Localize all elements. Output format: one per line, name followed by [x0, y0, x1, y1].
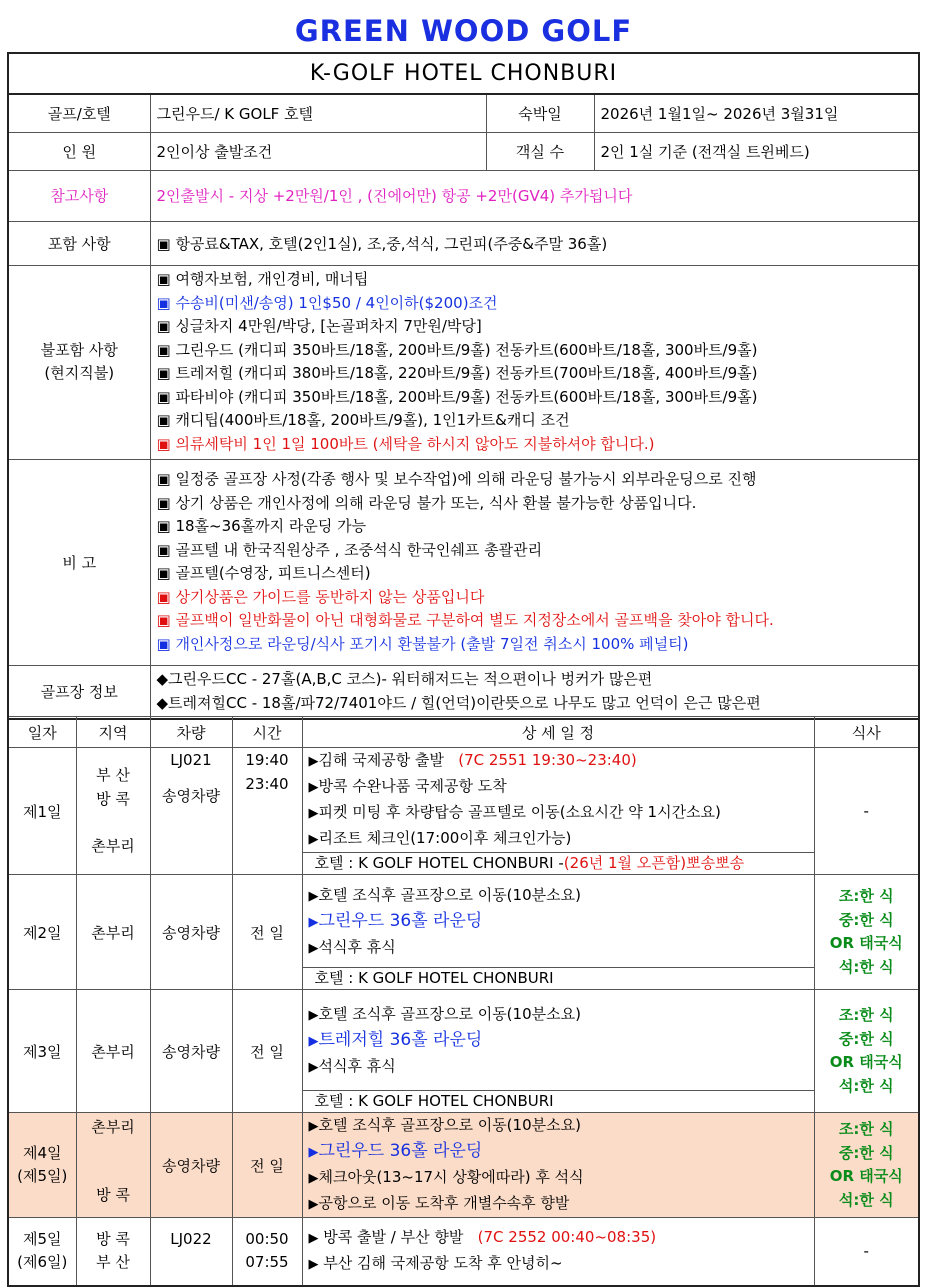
hotel-title: K-GOLF HOTEL CHONBURI [8, 53, 919, 94]
meal: 석:한 식 [838, 957, 894, 976]
vehicle: 송영차량 [150, 990, 232, 1113]
day-label-main: 제4일 [22, 1144, 62, 1162]
region: 방 콕 [96, 1230, 130, 1249]
brand-title: GREEN WOOD GOLF [294, 14, 633, 48]
rooms-value: 2인 1실 기준 (전객실 트윈베드) [594, 132, 919, 170]
remark-item: ▣ 상기 상품은 개인사정에 의해 라운딩 불가 또는, 식사 환불 불가능한 상품입니다. [156, 493, 697, 512]
header-detail: 상 세 일 정 [302, 717, 814, 748]
detail-line: ▶리조트 체크인(17:00이후 체크인가능) [308, 829, 572, 847]
detail-line: ▶그린우드 36홀 라운딩 [308, 911, 483, 931]
region: 부 산 [96, 766, 130, 784]
note-value: 2인출발시 - 지상 +2만원/1인 , (진에어만) 항공 +2만(GV4) 추가됩니다 [150, 170, 919, 221]
arrow-right-icon: ▶ [308, 1060, 319, 1075]
detail-cell [302, 1113, 814, 1218]
detail-line: ▶ 부산 김해 국제공항 도착 후 안녕히~ [308, 1254, 563, 1273]
arrow-right-icon: ▶ [308, 1008, 319, 1023]
arrow-right-icon: ▶ [308, 1197, 319, 1212]
arrow-right-icon: ▶ [308, 889, 319, 904]
remark-item: ▣ 개인사정으로 라운딩/식사 포기시 환불불가 (출발 7일전 취소시 100% 페널티) [156, 634, 689, 653]
excluded-item: ▣ 싱글차지 4만원/박당, [논골퍼차지 7만원/박당] [156, 317, 482, 335]
region-cell [76, 1113, 150, 1218]
region: 방 콕 [96, 1186, 130, 1204]
meal-cell: - [814, 748, 919, 875]
people-value: 2인이상 출발조건 [150, 132, 486, 170]
remark-item: ▣ 상기상품은 가이드를 동반하지 않는 상품입니다 [156, 587, 485, 606]
detail-line: ▶ 방콕 출발 / 부산 향발 (7C 2552 00:40~08:35) [308, 1228, 657, 1247]
remark-item: ▣ 골프백이 일반화물이 아닌 대형화물로 구분하여 별도 지정장소에서 골프백을 찾아야 합니다. [156, 611, 774, 629]
vehicle-cell [150, 748, 232, 875]
header-time: 시간 [232, 717, 302, 748]
meal: 중:한 식 [838, 1143, 894, 1162]
arrow-right-icon: ▶ [308, 1257, 319, 1273]
time-cell [232, 1218, 302, 1286]
region [79, 811, 148, 835]
meal-cell [814, 1113, 919, 1218]
time: 전 일 [232, 990, 302, 1113]
flight-code: LJ021 [170, 751, 212, 769]
region: 촌부리 [76, 875, 150, 990]
arrow-right-icon: ▶ [308, 806, 319, 821]
stay-value: 2026년 1월1일~ 2026년 3월31일 [594, 94, 919, 132]
excluded-item: ▣ 캐디팁(400바트/18홀, 200바트/9홀), 1인1카트&캐디 조건 [156, 411, 570, 429]
detail-line: ▶호텔 조식후 골프장으로 이동(10분소요) [308, 1116, 581, 1134]
meal: OR 태국식 [829, 934, 903, 952]
arrow-right-icon: ▶ [308, 941, 319, 956]
meal: 조:한 식 [838, 887, 894, 905]
meal: 조:한 식 [838, 1120, 894, 1138]
region-cell [76, 748, 150, 875]
meal: 석:한 식 [838, 1076, 894, 1095]
arrow-right-icon: ▶ [308, 1171, 319, 1186]
time: 전 일 [232, 1113, 302, 1218]
day-row-5 [8, 1218, 919, 1286]
meal-cell [814, 990, 919, 1113]
region-cell [76, 1218, 150, 1286]
region: 부 산 [96, 1253, 130, 1272]
day-row-2 [8, 875, 919, 990]
detail-cell [302, 990, 814, 1113]
hotel-line: 호텔 : K GOLF HOTEL CHONBURI [303, 967, 814, 989]
region: 촌부리 [91, 836, 135, 855]
meal: OR 태국식 [829, 1167, 903, 1185]
day-row-1 [8, 748, 919, 875]
meal: 조:한 식 [838, 1006, 894, 1024]
detail-cell [302, 1218, 814, 1286]
excluded-item: ▣ 수송비(미샌/송영) 1인$50 / 4인이하($200)조건 [156, 293, 498, 312]
detail-line: ▶석식후 휴식 [308, 938, 396, 956]
included-label: 포함 사항 [8, 221, 150, 265]
region: 촌부리 [91, 1118, 135, 1136]
arrow-right-icon: ▶ [308, 832, 319, 847]
course-label: 골프장 정보 [8, 665, 150, 719]
course-item: ◆그린우드CC - 27홀(A,B,C 코스)- 워터해저드는 적으편이나 벙커가 많은편 [156, 670, 653, 689]
detail-line: ▶공항으로 이동 도착후 개별수속후 향발 [308, 1194, 570, 1212]
rooms-label: 객실 수 [486, 132, 594, 170]
stay-label: 숙박일 [486, 94, 594, 132]
header-vehicle: 차량 [150, 717, 232, 748]
detail-line: ▶체크아웃(13~17시 상황에따라) 후 석식 [308, 1168, 584, 1186]
arrow-right-icon: ▶ [308, 1119, 319, 1134]
flight-code: LJ022 [170, 1230, 212, 1248]
golf-hotel-value: 그린우드/ K GOLF 호텔 [150, 94, 486, 132]
hotel-line: 호텔 : K GOLF HOTEL CHONBURI [303, 1090, 814, 1112]
people-label: 인 원 [8, 132, 150, 170]
hotel-suffix: 뽀송뽀송 [686, 854, 745, 872]
hotel-line: 호텔 : K GOLF HOTEL CHONBURI -(26년 1월 오픈함)뽀송뽀송 [303, 852, 814, 874]
detail-line: ▶호텔 조식후 골프장으로 이동(10분소요) [308, 886, 581, 904]
day-row-3 [8, 990, 919, 1113]
day-label [8, 1218, 76, 1286]
detail-cell [302, 748, 814, 875]
detail-line: ▶그린우드 36홀 라운딩 [308, 1141, 483, 1161]
time-cell [232, 748, 302, 875]
time: 전 일 [232, 875, 302, 990]
arrow-right-icon: ▶ [308, 780, 319, 795]
arrow-right-icon: ▶ [308, 754, 319, 769]
detail-line: ▶트레저힐 36홀 라운딩 [308, 1030, 483, 1050]
day-label-main: 제5일 [22, 1230, 62, 1249]
meal-cell [814, 875, 919, 990]
detail-line: ▶석식후 휴식 [308, 1057, 396, 1075]
vehicle: 송영차량 [150, 1113, 232, 1218]
day-label: 제3일 [8, 990, 76, 1113]
vehicle: 송영차량 [150, 875, 232, 990]
detail-line: ▶김해 국제공항 출발 (7C 2551 19:30~23:40) [308, 751, 637, 769]
meal: 석:한 식 [838, 1190, 894, 1209]
excluded-item: ▣ 여행자보험, 개인경비, 매너팁 [156, 270, 369, 288]
time: 00:50 [245, 1230, 289, 1249]
time: 19:40 [245, 751, 289, 769]
arrow-right-icon: ▶ [308, 1034, 319, 1049]
remarks-list [150, 459, 919, 665]
region: 촌부리 [76, 990, 150, 1113]
arrow-right-icon: ▶ [308, 1145, 319, 1160]
excluded-label-sub: (현지직불) [44, 364, 115, 382]
flight-info: (7C 2551 19:30~23:40) [458, 751, 637, 769]
vehicle: 송영차량 [162, 787, 220, 805]
remark-item: ▣ 18홀~36홀까지 라운딩 가능 [156, 517, 367, 535]
excluded-label [8, 265, 150, 459]
included-value: ▣ 항공료&TAX, 호텔(2인1실), 조,중,석식, 그린피(주중&주말 36홀) [150, 221, 919, 265]
schedule-table [7, 716, 920, 1287]
golf-hotel-label: 골프/호텔 [8, 94, 150, 132]
remark-item: ▣ 골프텔 내 한국직원상주 , 조중석식 한국인쉐프 총괄관리 [156, 540, 543, 559]
meal-cell: - [814, 1218, 919, 1286]
detail-line: ▶피켓 미팅 후 차량탑승 골프텔로 이동(소요시간 약 1시간소요) [308, 803, 721, 821]
package-info-table [7, 52, 920, 720]
day-row-4 [8, 1113, 919, 1218]
day-label-alt: (제6일) [17, 1253, 68, 1272]
flight-info: (7C 2552 00:40~08:35) [477, 1228, 657, 1247]
excluded-list [150, 265, 919, 459]
excluded-label-main: 불포함 사항 [40, 341, 118, 359]
arrow-right-icon: ▶ [308, 1231, 319, 1247]
region: 방 콕 [96, 789, 130, 808]
header-region: 지역 [76, 717, 150, 748]
time: 23:40 [245, 775, 289, 793]
header-meal: 식사 [814, 717, 919, 748]
header-day: 일자 [8, 717, 76, 748]
excluded-item: ▣ 트레저힐 (캐디피 380바트/18홀, 220바트/9홀) 전동카트(700바트/18홀, 400바트/9홀) [156, 364, 758, 382]
day-label-alt: (제5일) [17, 1167, 68, 1185]
detail-line: ▶호텔 조식후 골프장으로 이동(10분소요) [308, 1005, 581, 1023]
meal: OR 태국식 [829, 1053, 903, 1071]
day-label: 제1일 [8, 748, 76, 875]
detail-cell [302, 875, 814, 990]
meal: 중:한 식 [838, 1029, 894, 1048]
day-label [8, 1113, 76, 1218]
excluded-item: ▣ 의류세탁비 1인 1일 100바트 (세탁을 하시지 않아도 지불하셔야 합니다.) [156, 434, 655, 453]
detail-line: ▶방콕 수완나품 국제공항 도착 [308, 777, 507, 795]
note-label: 참고사항 [8, 170, 150, 221]
excluded-item: ▣ 파타비야 (캐디피 350바트/18홀, 200바트/9홀) 전동카트(600바트/18홀, 300바트/9홀) [156, 387, 758, 406]
time: 07:55 [245, 1253, 289, 1272]
remarks-label: 비 고 [8, 459, 150, 665]
hotel-note: (26년 1월 오픈함) [563, 854, 687, 872]
vehicle-cell [150, 1218, 232, 1286]
course-list [150, 665, 919, 719]
meal: 중:한 식 [838, 910, 894, 929]
course-item: ◆트레져힐CC - 18홀/파72/7401야드 / 힐(언덕)이란뜻으로 나무도 많고 언덕이 은근 많은편 [156, 693, 761, 712]
arrow-right-icon: ▶ [308, 915, 319, 930]
excluded-item: ▣ 그린우드 (캐디피 350바트/18홀, 200바트/9홀) 전동카트(600바트/18홀, 300바트/9홀) [156, 340, 758, 359]
day-label: 제2일 [8, 875, 76, 990]
remark-item: ▣ 골프텔(수영장, 피트니스센터) [156, 564, 371, 582]
remark-item: ▣ 일정중 골프장 사정(각종 행사 및 보수작업)에 의해 라운딩 불가능시 외부라운딩으로 진행 [156, 470, 757, 488]
